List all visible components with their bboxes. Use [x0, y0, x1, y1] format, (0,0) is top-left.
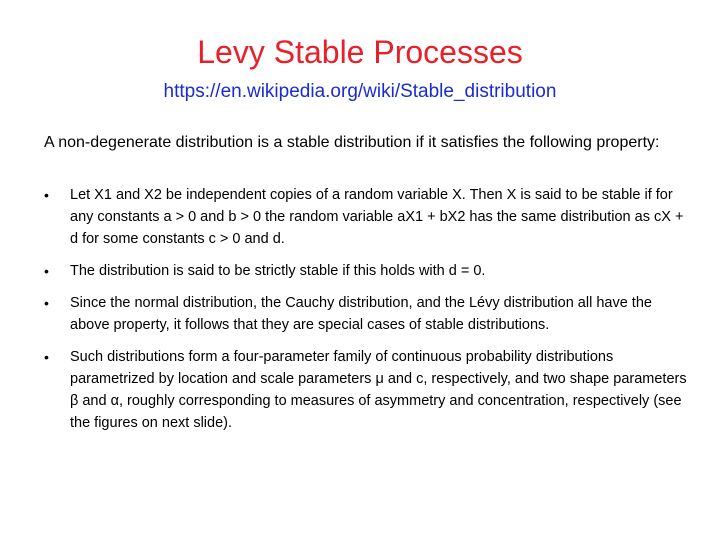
bullet-item-2: [44, 260, 694, 282]
bullet-icon: •: [44, 187, 49, 203]
source-link[interactable]: https://en.wikipedia.org/wiki/Stable_distribution: [163, 81, 557, 102]
bullet-item-3: [44, 292, 694, 336]
bullet-text: Since the normal distribution, the Cauchy distribution, and the Lévy distribution all have the above property, it follows that they are special cases of stable distributions.: [70, 295, 652, 333]
bullet-icon: •: [44, 349, 49, 365]
slide-title: Levy Stable Processes: [197, 34, 523, 70]
bullet-icon: •: [44, 295, 49, 311]
bullet-icon: •: [44, 263, 49, 279]
bullet-text: Such distributions form a four-parameter family of continuous probability distributions parametrized by location and scale parameters μ and c, respectively, and two shape parameters β and α, roughly corresponding to measures of asymmetry and concentration, respectively (see the figures on next slide).: [70, 349, 687, 431]
intro-text: A non-degenerate distribution is a stable distribution if it satisfies the following property:: [44, 134, 660, 151]
bullet-item-4: [44, 346, 694, 434]
bullet-text: Let X1 and X2 be independent copies of a random variable X. Then X is said to be stable if for any constants a > 0 and b > 0 the random variable aX1 + bX2 has the same distribution as cX + d for some constants c > 0 and d.: [70, 187, 684, 247]
bullet-text: The distribution is said to be strictly stable if this holds with d = 0.: [70, 263, 486, 279]
bullet-item-1: [44, 184, 694, 250]
bullet-list: [44, 184, 694, 444]
